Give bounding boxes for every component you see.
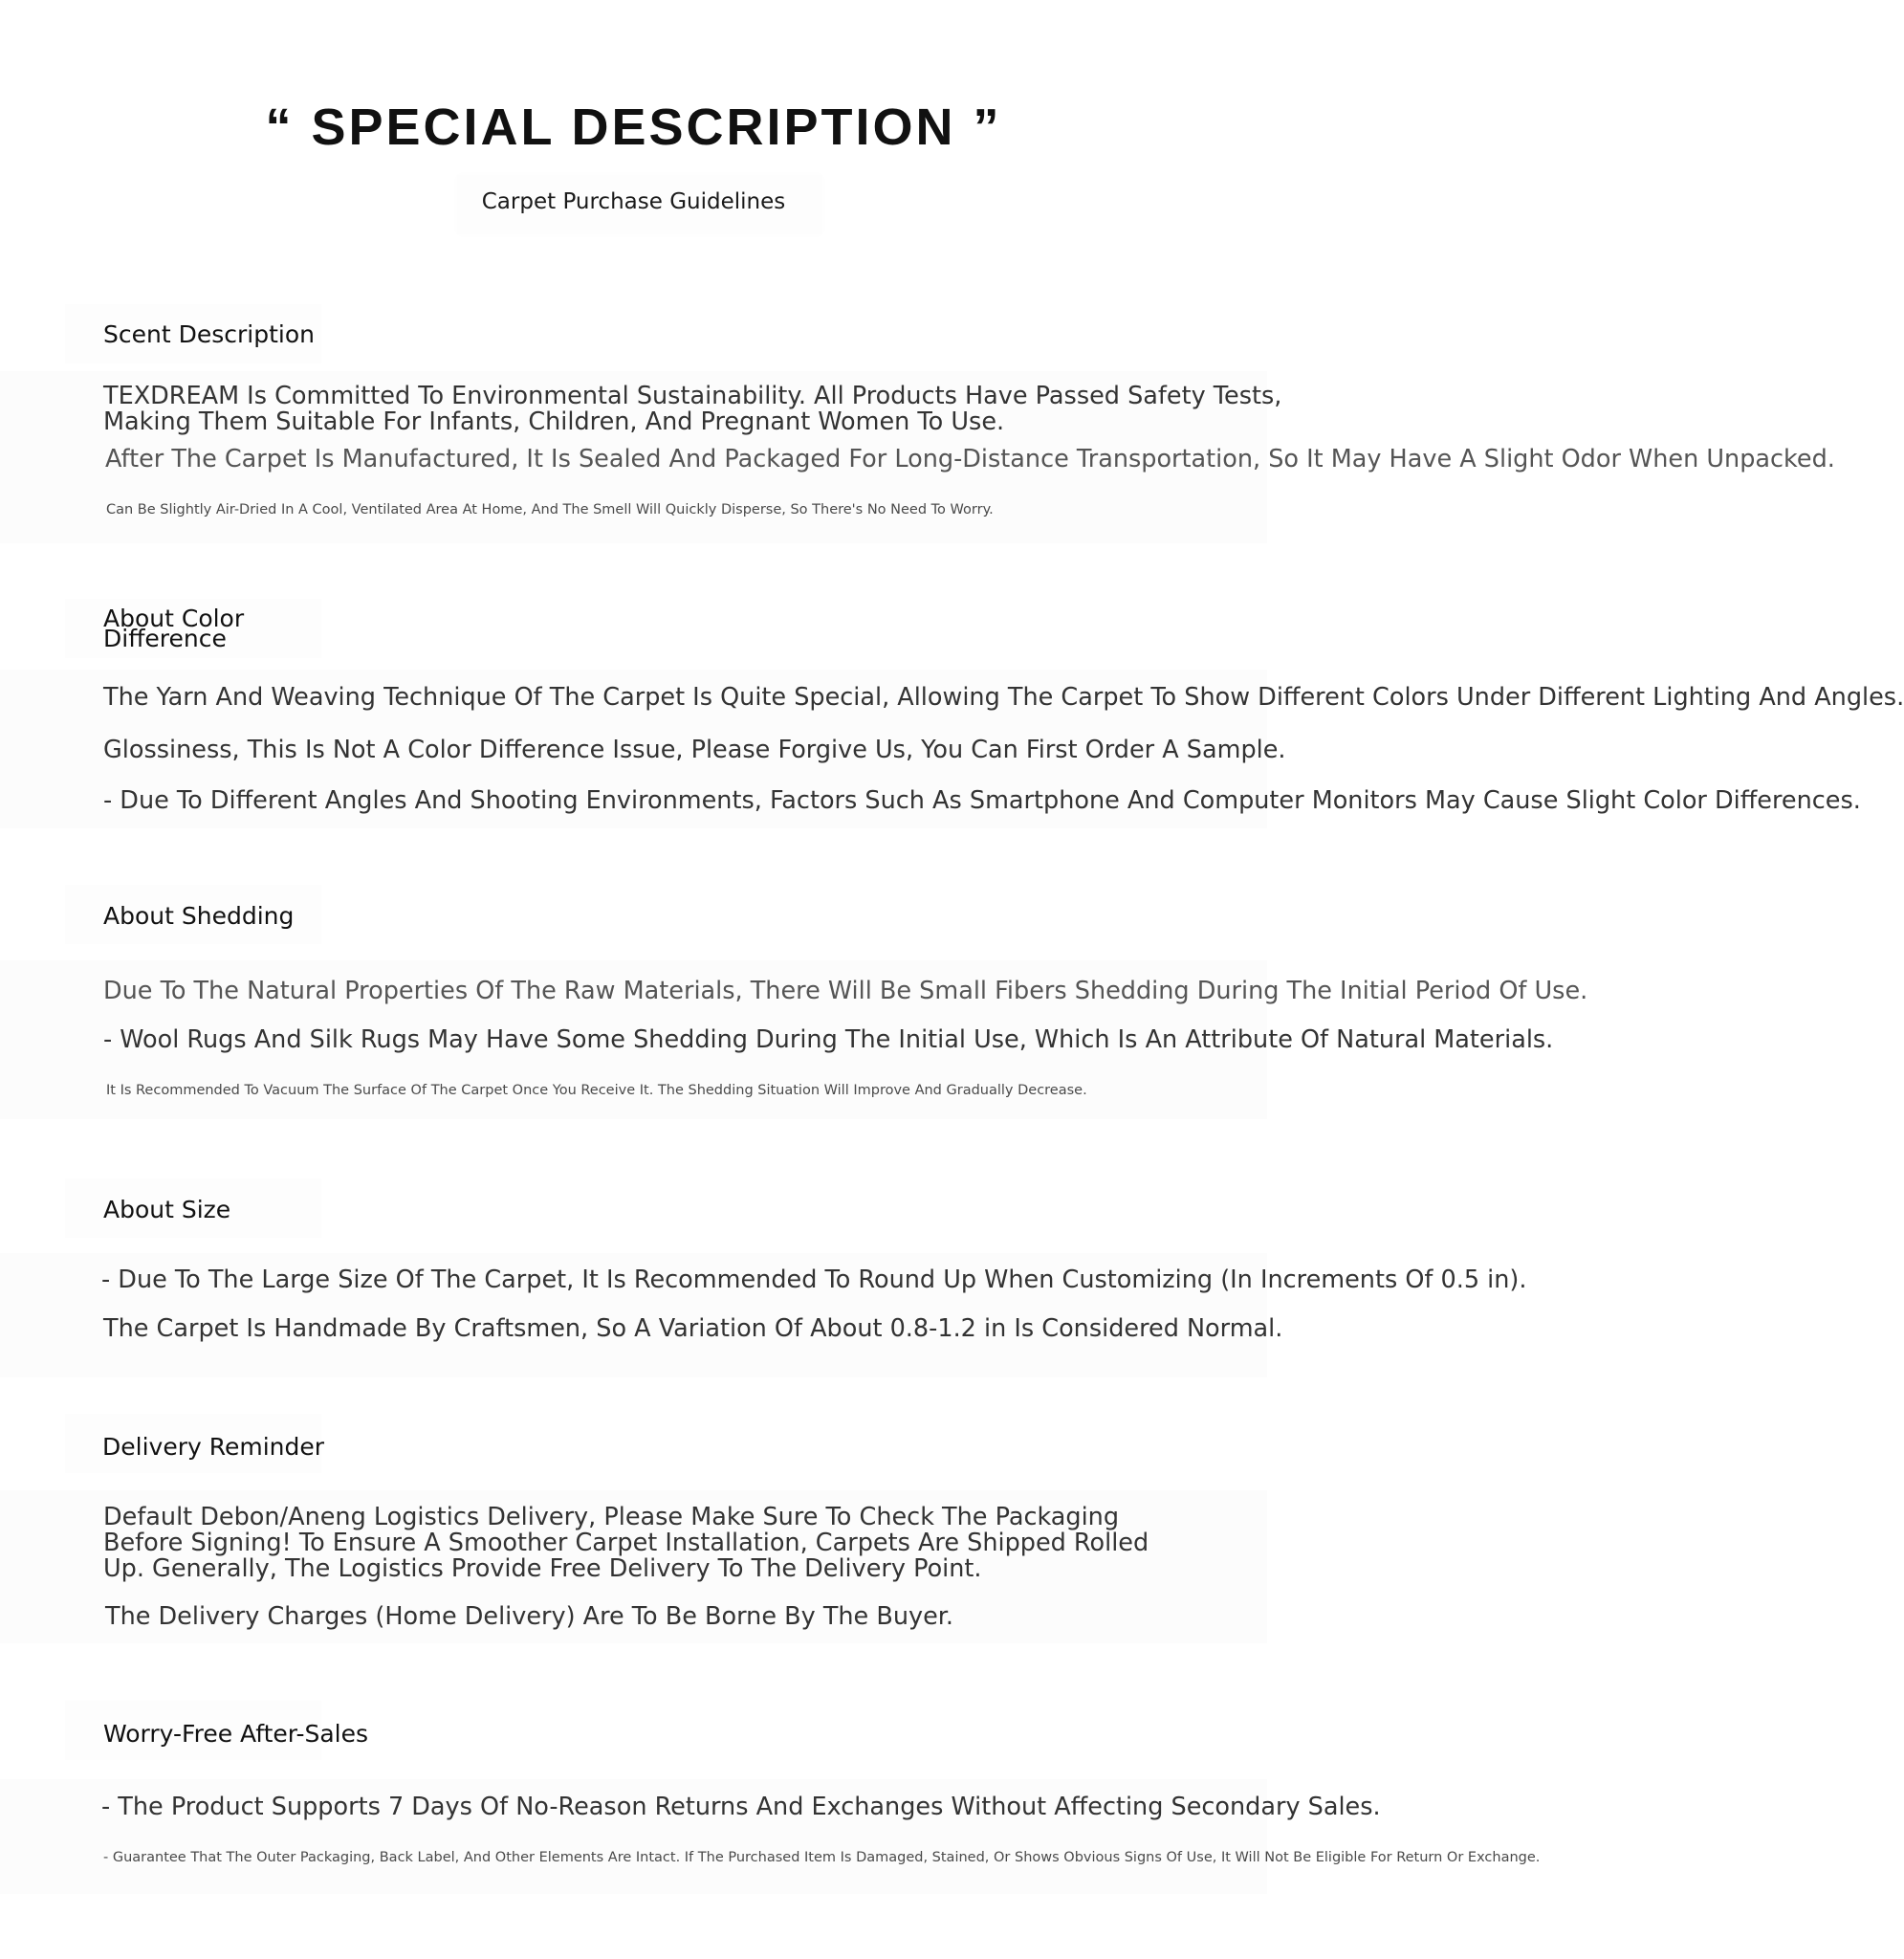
shedding-paragraph-1: Due To The Natural Properties Of The Raw Materials, There Will Be Small Fibers Shedding During The Initial Period Of Use. (103, 977, 1588, 1005)
color-paragraph-3: - Due To Different Angles And Shooting Environments, Factors Such As Smartphone And Computer Monitors May Cause Slight Color Differences. (103, 786, 1861, 815)
size-paragraph-2: The Carpet Is Handmade By Craftsmen, So A Variation Of About 0.8-1.2 in Is Considered Normal. (103, 1314, 1283, 1343)
scent-paragraph-1: TEXDREAM Is Committed To Environmental Sustainability. All Products Have Passed Safety Tests, Making Them Suitable For Infants, Children, And Pregnant Women To Use. (103, 382, 1282, 436)
size-paragraph-1: - Due To The Large Size Of The Carpet, It Is Recommended To Round Up When Customizing (In Increments Of 0.5 in). (101, 1266, 1527, 1294)
section-heading-scent: Scent Description (103, 320, 315, 348)
scent-paragraph-2: After The Carpet Is Manufactured, It Is Sealed And Packaged For Long-Distance Transportation, So It May Have A Slight Odor When Unpacked. (105, 445, 1835, 473)
scent-note: Can Be Slightly Air-Dried In A Cool, Ventilated Area At Home, And The Smell Will Quickly Disperse, So There's No Need To Worry. (106, 502, 994, 517)
section-heading-after-sales: Worry-Free After-Sales (103, 1720, 369, 1748)
page-subtitle: Carpet Purchase Guidelines (481, 189, 786, 214)
color-paragraph-2: Glossiness, This Is Not A Color Difference Issue, Please Forgive Us, You Can First Order A Sample. (103, 736, 1286, 764)
delivery-paragraph-1: Default Debon/Aneng Logistics Delivery, Please Make Sure To Check The Packaging Before Signing! To Ensure A Smoother Carpet Installation, Carpets Are Shipped Rolled Up. Generally, The Logistics Provide Free Delivery To The Delivery Point. (103, 1503, 1149, 1583)
section-heading-size: About Size (103, 1196, 231, 1223)
shedding-paragraph-2: - Wool Rugs And Silk Rugs May Have Some Shedding During The Initial Use, Which Is An Attribute Of Natural Materials. (103, 1025, 1554, 1054)
after-sales-note: - Guarantee That The Outer Packaging, Back Label, And Other Elements Are Intact. If The Purchased Item Is Damaged, Stained, Or Shows Obvious Signs Of Use, It Will Not Be Eligible For Return Or Exchange. (103, 1850, 1541, 1865)
after-sales-paragraph-1: - The Product Supports 7 Days Of No-Reason Returns And Exchanges Without Affecting Secondary Sales. (101, 1793, 1381, 1821)
color-paragraph-1: The Yarn And Weaving Technique Of The Carpet Is Quite Special, Allowing The Carpet To Show Different Colors Under Different Lighting And Angles. (103, 683, 1904, 712)
shedding-note: It Is Recommended To Vacuum The Surface Of The Carpet Once You Receive It. The Shedding Situation Will Improve And Gradually Decrease. (106, 1083, 1087, 1098)
delivery-paragraph-2: The Delivery Charges (Home Delivery) Are To Be Borne By The Buyer. (105, 1602, 954, 1631)
page-title: “ SPECIAL DESCRIPTION ” (265, 99, 1002, 156)
section-heading-delivery: Delivery Reminder (102, 1433, 325, 1461)
section-heading-shedding: About Shedding (103, 902, 295, 930)
section-heading-color: About Color Difference (103, 605, 245, 652)
